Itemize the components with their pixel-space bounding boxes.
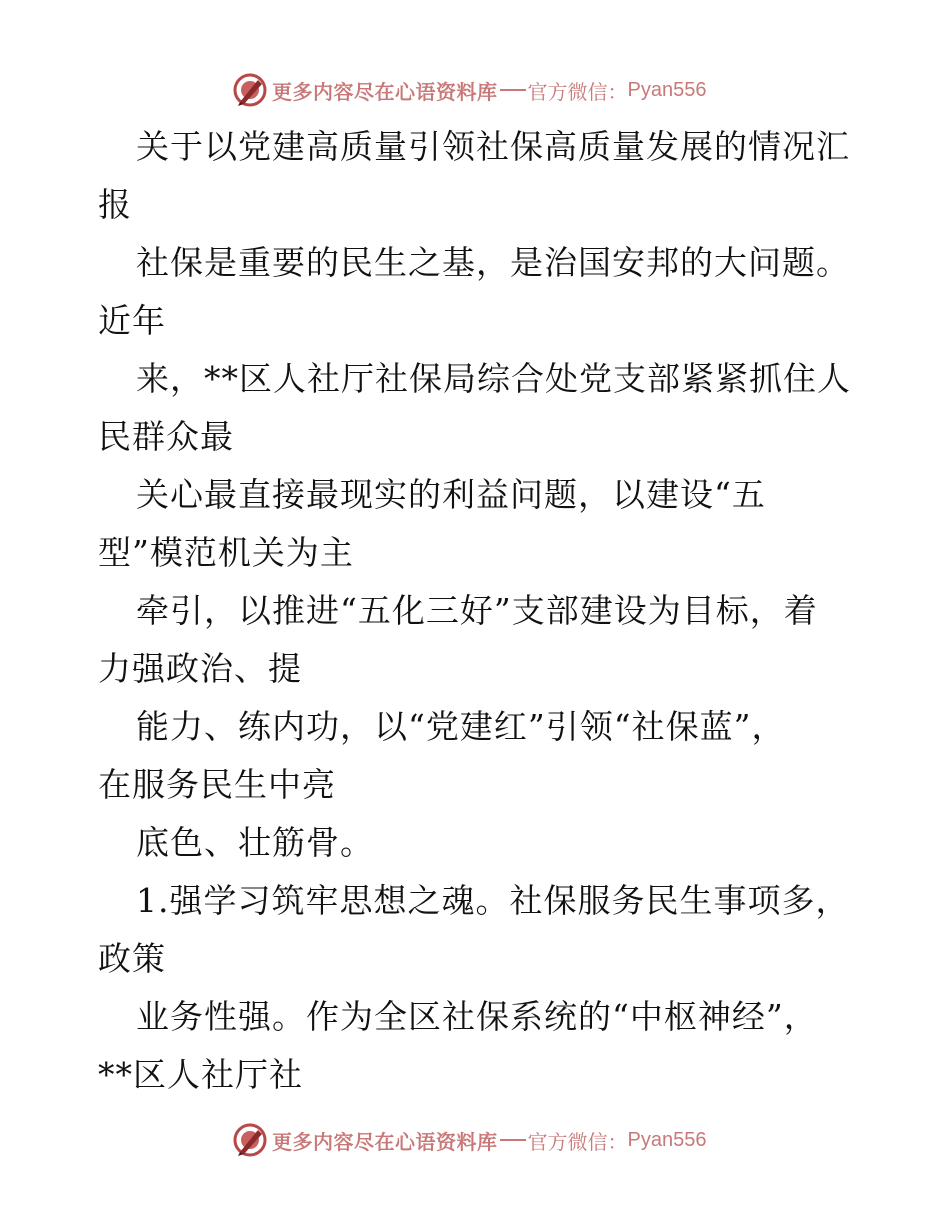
text-line: 型”模范机关为主: [98, 533, 354, 572]
document-body: [98, 118, 858, 1104]
text-line: 底色、壮筋骨。: [136, 823, 374, 862]
text-line: 报: [98, 185, 132, 224]
watermark-text: 更多内容尽在心语资料库: [272, 1129, 498, 1154]
pen-logo-icon: [232, 72, 268, 108]
watermark-text: 更多内容尽在心语资料库: [272, 79, 498, 104]
text-line: 牵引，以推进“五化三好”支部建设为目标，着: [136, 591, 818, 630]
watermark-id: Pyan556: [627, 1128, 707, 1151]
text-line: 1.强学习筑牢思想之魂。社保服务民生事项多，: [136, 881, 850, 920]
text-line: 来，**区人社厅社保局综合处党支部紧紧抓住人: [136, 359, 851, 398]
watermark-id: Pyan556: [627, 78, 707, 101]
text-line: 关于以党建高质量引领社保高质量发展的情况汇: [136, 127, 850, 166]
watermark-suffix: 官方微信：: [527, 79, 628, 104]
text-line: 关心最直接最现实的利益问题，以建设“五: [136, 475, 766, 514]
watermark-dash: [500, 89, 526, 91]
text-line: 近年: [98, 301, 166, 340]
watermark-dash: [500, 1139, 526, 1141]
watermark-suffix: 官方微信：: [527, 1129, 628, 1154]
pen-logo-icon: [232, 1122, 268, 1158]
text-line: **区人社厅社: [98, 1055, 303, 1094]
text-line: 能力、练内功，以“党建红”引领“社保蓝”，: [136, 707, 786, 746]
text-line: 力强政治、提: [98, 649, 302, 688]
text-line: 社保是重要的民生之基，是治国安邦的大问题。: [136, 243, 850, 282]
text-line: 民群众最: [98, 417, 234, 456]
text-line: 业务性强。作为全区社保系统的“中枢神经”，: [136, 997, 818, 1036]
header-watermark: [232, 70, 706, 110]
text-line: 在服务民生中亮: [98, 765, 336, 804]
text-line: 政策: [98, 939, 166, 978]
footer-watermark: [232, 1120, 706, 1160]
